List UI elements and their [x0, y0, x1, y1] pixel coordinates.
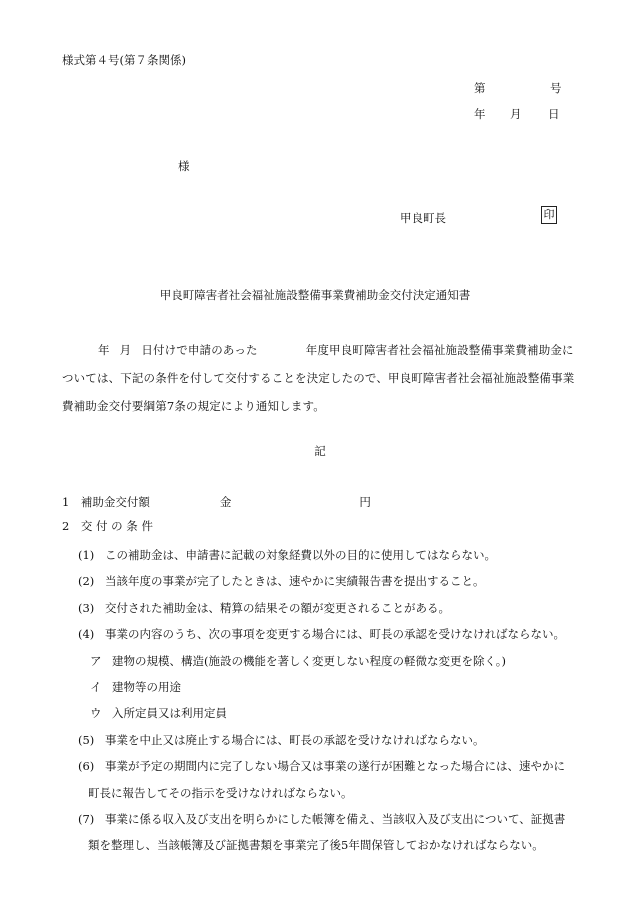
form-number: 様式第４号(第７条関係) [62, 53, 186, 67]
condition-text: 事業を中止又は廃止する場合には、町長の承認を受けなければならない。 [105, 732, 485, 747]
condition-item [78, 727, 578, 753]
body-paragraph [62, 336, 582, 420]
number-suffix: 号 [550, 81, 562, 95]
date-year: 年 [474, 107, 486, 121]
condition-item [78, 542, 578, 568]
condition-text: 事業の内容のうち、次の事項を変更する場合には、町長の承認を受けなければならない。 [105, 627, 565, 642]
subitem-text: 建物等の用途 [112, 679, 181, 694]
recipient-honorific: 様 [178, 159, 190, 173]
condition-item [78, 621, 578, 647]
subitem-label: イ [90, 679, 102, 694]
seal-stamp: 印 [541, 206, 557, 224]
section-1-amount [62, 494, 371, 510]
condition-item [78, 568, 578, 594]
condition-text: 町長に報告してその指示を受けなければならない。 [88, 785, 353, 800]
amount-kin: 金 [219, 495, 232, 509]
subitem-label: ア [90, 653, 102, 668]
condition-text: この補助金は、申請書に記載の対象経費以外の目的に使用してはならない。 [105, 548, 496, 562]
body-line-3: 費補助金交付要綱第7条の規定により通知します。 [62, 399, 325, 413]
condition-number: (6) [78, 759, 95, 774]
date-month: 月 [510, 107, 522, 121]
condition-subitem [78, 700, 578, 726]
condition-continuation [78, 780, 578, 806]
date-day: 日 [548, 107, 560, 121]
body-year: 年 [98, 343, 110, 357]
ki-heading: 記 [314, 444, 326, 458]
condition-subitem [78, 674, 578, 700]
condition-number: (5) [78, 732, 95, 747]
condition-item [78, 595, 578, 621]
body-day-text: 日付けで申請のあった [141, 343, 258, 357]
document-title: 甲良町障害者社会福祉施設整備事業費補助金交付決定通知書 [159, 288, 471, 302]
issuer-name: 甲良町長 [400, 211, 446, 225]
conditions-list [78, 542, 578, 859]
condition-continuation [78, 832, 578, 858]
condition-text: 交付された補助金は、精算の結果その額が変更されることがある。 [105, 600, 450, 615]
body-fiscal-text: 年度甲良町障害者社会福祉施設整備事業費補助金に [305, 343, 574, 357]
condition-number: (4) [78, 627, 95, 642]
number-prefix: 第 [474, 81, 486, 95]
condition-item [78, 806, 578, 832]
condition-number: (2) [78, 574, 95, 589]
condition-text: 事業が予定の期間内に完了しない場合又は事業の遂行が困難となった場合には、速やかに [105, 759, 565, 774]
body-month: 月 [119, 343, 132, 357]
condition-text: 当該年度の事業が完了したときは、速やかに実績報告書を提出すること。 [105, 574, 485, 589]
subitem-label: ウ [90, 706, 102, 721]
subitem-text: 入所定員又は利用定員 [112, 706, 227, 721]
condition-number: (1) [78, 548, 95, 562]
section-2-label: 2 交 付 の 条 件 [62, 519, 153, 533]
condition-text: 事業に係る収入及び支出を明らかにした帳簿を備え、当該収入及び支出について、証拠書 [105, 811, 566, 826]
condition-text: 類を整理し、当該帳簿及び証拠書類を事業完了後5年間保管しておかなければならない。 [88, 838, 544, 853]
section-1-label: 1 補助金交付額 [62, 495, 150, 509]
body-line-1 [62, 336, 582, 364]
amount-en: 円 [359, 495, 371, 509]
subitem-text: 建物の規模、構造(施設の機能を著しく変更しない程度の軽微な変更を除く。) [112, 653, 506, 668]
condition-subitem [78, 648, 578, 674]
condition-item [78, 753, 578, 779]
body-line-2: ついては、下記の条件を付して交付することを決定したので、甲良町障害者社会福祉施設整備事業 [62, 371, 575, 385]
condition-number: (7) [78, 811, 95, 826]
condition-number: (3) [78, 600, 95, 615]
